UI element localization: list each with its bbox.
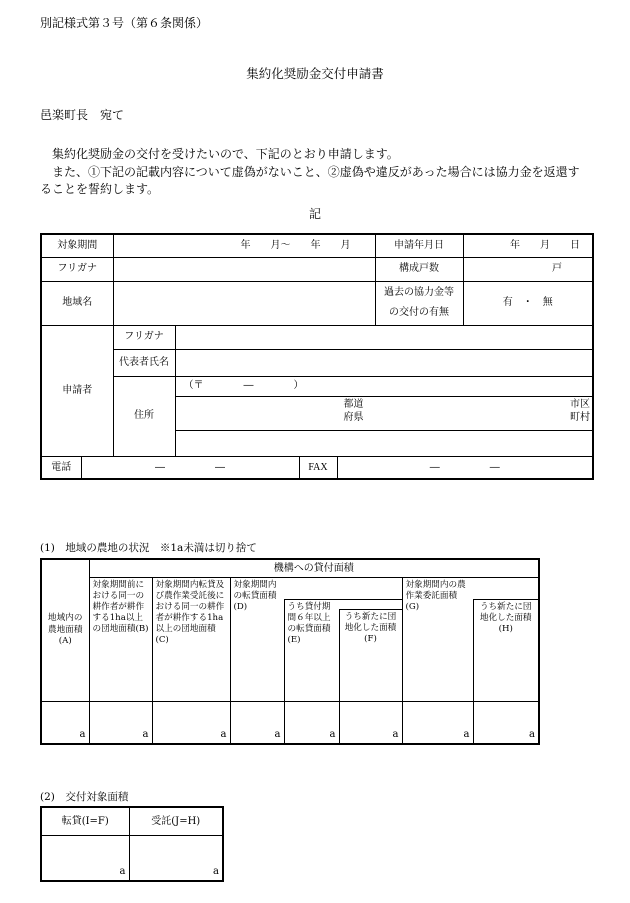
area-h-value[interactable]: a: [473, 701, 539, 744]
area-c-value[interactable]: a: [152, 701, 230, 744]
col-f-header: うち新たに団地化した面積(F): [339, 609, 402, 701]
col-a-header: 地域内の農地面積(A): [41, 559, 89, 701]
past-grant-value[interactable]: 有 ・ 無: [463, 281, 593, 325]
col-d-header: 対象期間内の転貸面積(D): [230, 577, 284, 701]
application-table: [40, 233, 594, 480]
col-e-header: うち貸付期間６年以上の転貸面積(E): [284, 599, 339, 701]
region-label: 地域名: [41, 281, 113, 325]
past-grant-label: 過去の協力金等 の交付の有無: [375, 281, 463, 325]
date-value[interactable]: 年 月 日: [463, 234, 593, 257]
phone-field[interactable]: ― ―: [81, 457, 299, 478]
city-label: 市区 町村: [570, 398, 590, 423]
rep-name-field[interactable]: [175, 349, 593, 376]
form-number: 別記様式第３号（第６条関係）: [40, 16, 209, 30]
transfer-value[interactable]: a: [41, 835, 129, 881]
col-g-header: 対象期間内の農作業委託面積(G): [402, 577, 473, 701]
address-field-2[interactable]: [175, 430, 593, 456]
area-a-value[interactable]: a: [41, 701, 89, 744]
intro-paragraph-2b: ることを誓約します。: [40, 182, 160, 196]
intro-paragraph-1: 集約化奨励金の交付を受けたいので、下記のとおり申請します。: [52, 147, 399, 161]
applicant-furigana-label: フリガナ: [113, 325, 175, 349]
section1-heading: (1) 地域の農地の状況 ※1a未満は切り捨て: [40, 542, 257, 554]
region-field[interactable]: [113, 281, 375, 325]
area-e-value[interactable]: a: [284, 701, 339, 744]
page-title: 集約化奨励金交付申請書: [246, 66, 384, 81]
area-f-value[interactable]: a: [339, 701, 402, 744]
address-label: 住所: [113, 376, 175, 456]
ki-label: 記: [308, 207, 321, 221]
farmland-table: [40, 558, 540, 745]
section2-heading: (2) 交付対象面積: [40, 791, 129, 803]
col-h-header: うち新たに団地化した面積(H): [473, 599, 539, 701]
prefecture-label: 都道 府県: [343, 398, 364, 423]
furigana-field[interactable]: [113, 257, 375, 281]
applicant-furigana-field[interactable]: [175, 325, 593, 349]
rep-name-label: 代表者氏名: [113, 349, 175, 376]
households-unit[interactable]: 戸: [463, 257, 593, 281]
consign-value[interactable]: a: [129, 835, 223, 881]
consign-header: 受託(J=H): [129, 807, 223, 835]
period-label: 対象期間: [41, 234, 113, 257]
col-c-header: 対象期間内転貸及び農作業受託後における同一の耕作者が耕作する1ha以上の団地面積(C): [152, 577, 230, 701]
phone-label: 電話: [42, 457, 81, 478]
addressee: 邑楽町長 宛て: [40, 108, 125, 122]
furigana-label: フリガナ: [41, 257, 113, 281]
date-label: 申請年月日: [375, 234, 463, 257]
transfer-header: 転貸(I=F): [41, 807, 129, 835]
intro-paragraph-2a: また、①下記の記載内容について虚偽がないこと、②虚偽や違反があった場合には協力金を返還す: [52, 165, 580, 179]
fax-label: FAX: [299, 457, 337, 478]
postal-code-field[interactable]: （〒 ― ）: [175, 376, 593, 396]
address-field[interactable]: [175, 396, 593, 430]
households-label: 構成戸数: [375, 257, 463, 281]
period-value[interactable]: 年 月～ 年 月: [113, 234, 375, 257]
area-g-value[interactable]: a: [402, 701, 473, 744]
area-b-value[interactable]: a: [89, 701, 152, 744]
kikou-header: 機構への貸付面積: [89, 559, 539, 577]
fax-field[interactable]: ― ―: [429, 461, 500, 473]
col-b-header: 対象期間前における同一の耕作者が耕作する1ha以上の団地面積(B): [89, 577, 152, 701]
area-d-value[interactable]: a: [230, 701, 284, 744]
applicant-label: 申請者: [41, 325, 113, 456]
grant-area-table: [40, 806, 224, 882]
